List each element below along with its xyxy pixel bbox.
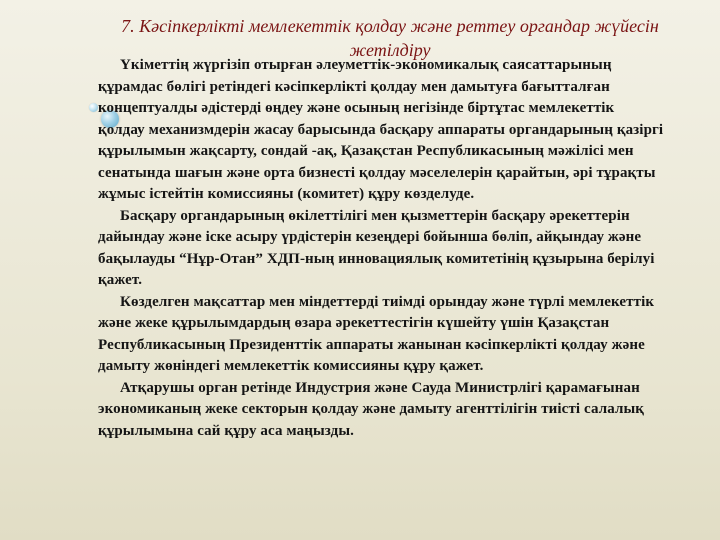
body-text	[98, 55, 664, 442]
bullet-circle-small-icon	[89, 103, 98, 112]
paragraph: Басқару органдарының өкілеттілігі мен қызметтерін басқару әрекеттерін дайындау және іске асыру үрдістерін кезеңдері бойынша бөліп, айқындау және бақылауды “Нұр-Отан” ХДП-ның инновациялық комитетінің құзырына берілуі қажет.	[98, 207, 655, 288]
slide-title: 7. Кәсіпкерлікті мемлекеттік қолдау және реттеу органдар жүйесін жетілдіру	[121, 16, 659, 60]
paragraph: Үкіметтің жүргізіп отырған әлеуметтік-экономикалық саясаттарының құрамдас бөлігі ретіндегі кәсіпкерлікті қолдау мен дамытуға бағытталған концептуалды әдістерді өңдеу және осының негізінде біртұтас мемлекеттік қолдау механизмдерін жасау барысында басқару аппараты органдарының қазіргі құрылымын жақсарту, сондай -ақ, Қазақстан Республикасының мәжілісі мен сенатында шағын және орта бизнесті қолдау мәселелерін қарайтын, әрі тұрақты жұмыс істейтін комиссияны (комитет) құру көзделуде.	[98, 57, 664, 202]
paragraph: Көзделген мақсаттар мен міндеттерді тиімді орындау және түрлі мемлекеттік және жеке құрылымдардың өзара әрекеттестігін күшейту үшін Қазақстан Республикасының Президенттік аппараты жанынан кәсіпкерлікті қолдау және дамыту жөніндегі мемлекеттік комиссияны құру қажет.	[98, 293, 655, 374]
paragraph: Атқарушы орган ретінде Индустрия және Сауда Министрлігі қарамағынан экономиканың жеке секторын қолдау және дамыту агенттілігін тиісті салалық құрылымына сай құру аса маңызды.	[98, 379, 645, 439]
